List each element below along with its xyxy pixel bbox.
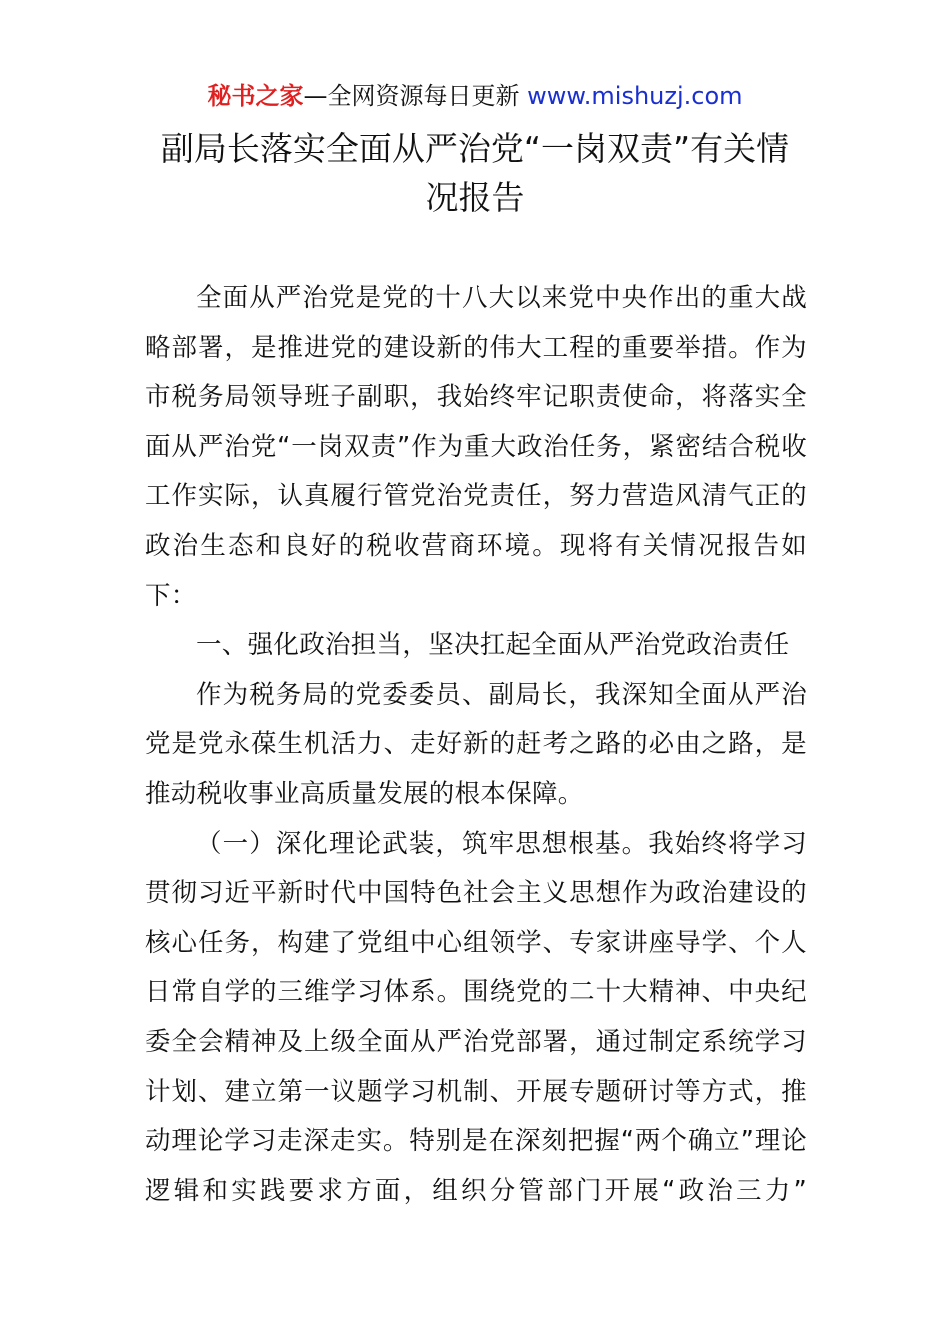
site-header: [0, 80, 950, 112]
section-paragraph: 作为税务局的党委委员、副局长，我深知全面从严治党是党永葆生机活力、走好新的赶考之路的必由之路，是推动税收事业高质量发展的根本保障。: [145, 679, 807, 809]
site-url-link[interactable]: www.mishuzj.com: [527, 82, 743, 110]
subsection-paragraph: （一）深化理论武装，筑牢思想根基。我始终将学习贯彻习近平新时代中国特色社会主义思想作为政治建设的核心任务，构建了党组中心组领学、专家讲座导学、个人日常自学的三维学习体系。围绕党的二十大精神、中央纪委全会精神及上级全面从严治党部署，通过制定系统学习计划、建立第一议题学习机制、开展专题研讨等方式，推动理论学习走深走实。特别是在深刻把握“两个确立”理论逻辑和实践要求方面，组织分管部门开展“政治三力”: [145, 828, 807, 1206]
section-heading: 一、强化政治担当，坚决扛起全面从严治党政治责任: [196, 630, 790, 661]
brand-name: 秘书之家: [207, 82, 304, 110]
document-body: [145, 274, 807, 1216]
header-tagline: —全网资源每日更新: [303, 82, 520, 110]
intro-paragraph: 全面从严治党是党的十八大以来党中央作出的重大战略部署，是推进党的建设新的伟大工程的重要举措。作为市税务局领导班子副职，我始终牢记职责使命，将落实全面从严治党“一岗双责”作为重大政治任务，紧密结合税收工作实际，认真履行管党治党责任，努力营造风清气正的政治生态和良好的税收营商环境。现将有关情况报告如下：: [145, 283, 807, 611]
document-title: 副局长落实全面从严治党“一岗双责”有关情况报告: [160, 129, 790, 217]
